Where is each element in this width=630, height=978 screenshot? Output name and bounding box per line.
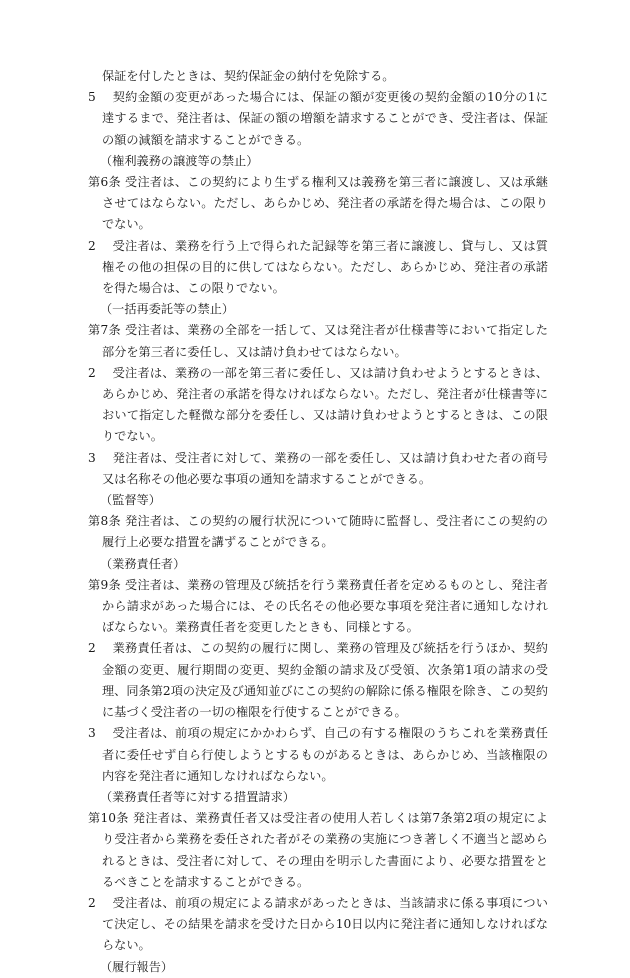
article-7: 第7条 受注者は、業務の全部を一括して、又は発注者が仕様書等において指定した部分を第三者に委任し、又は請け負わせてはならない。	[88, 323, 548, 359]
article-10-clause-2: 2 受注者は、前項の規定による請求があったときは、当該請求に係る事項について決定し、その結果を請求を受けた日から10日以内に発注者に通知しなければならない。	[88, 895, 548, 953]
article-caption: （業務責任者）	[100, 556, 186, 571]
article-caption: （履行報告）	[100, 959, 174, 974]
article-6: 第6条 受注者は、この契約により生ずる権利又は義務を第三者に譲渡し、又は承継させてはならない。ただし、あらかじめ、発注者の承諾を得た場合は、この限りでない。	[88, 175, 548, 232]
article-8: 第8条 発注者は、この契約の履行状況について随時に監督し、受注者にこの契約の履行上必要な措置を講ずることができる。	[88, 514, 548, 550]
document-page	[88, 66, 548, 978]
article-9-clause-3: 3 受注者は、前項の規定にかかわらず、自己の有する権限のうちこれを業務責任者に委任せず自ら行使しようとするものがあるときは、あらかじめ、当該権限の内容を発注者に通知しなければならない。	[88, 726, 548, 783]
article-caption: （業務責任者等に対する措置請求）	[100, 789, 295, 804]
article-9: 第9条 受注者は、業務の管理及び統括を行う業務責任者を定めるものとし、発注者から請求があった場合には、その氏名その他必要な事項を発注者に通知しなければならない。業務責任者を変更したときも、同様とする。	[88, 577, 548, 635]
article-7-clause-3: 3 発注者は、受注者に対して、業務の一部を委任し、又は請け負わせた者の商号又は名称その他必要な事項の通知を請求することができる。	[88, 450, 548, 486]
paragraph-continuation: 保証を付したときは、契約保証金の納付を免除する。	[102, 69, 395, 83]
article-7-clause-2: 2 受注者は、業務の一部を第三者に委任し、又は請け負わせようとするときは、あらかじめ、発注者の承諾を得なければならない。ただし、発注者が仕様書等において指定した軽微な部分を委任し、又は請け負わせようとするときは、この限りでない。	[88, 365, 548, 444]
article-10: 第10条 発注者は、業務責任者又は受注者の使用人若しくは第7条第2項の規定により受注者から業務を委任された者がその業務の実施につき著しく不適当と認められるときは、受注者に対して、その理由を明示した書面により、必要な措置をとるべきことを請求することができる。	[88, 811, 548, 889]
article-6-clause-2: 2 受注者は、業務を行う上で得られた記録等を第三者に譲渡し、貸与し、又は質権その他の担保の目的に供してはならない。ただし、あらかじめ、発注者の承諾を得た場合は、この限りでない。	[88, 238, 548, 296]
article-caption: （権利義務の譲渡等の禁止）	[100, 153, 259, 168]
clause-5: 5 契約金額の変更があった場合には、保証の額が変更後の契約金額の10分の1に達するまで、発注者は、保証の額の増額を請求することができ、受注者は、保証の額の減額を請求することができる。	[88, 90, 548, 147]
article-caption: （監督等）	[100, 493, 161, 508]
article-9-clause-2: 2 業務責任者は、この契約の履行に関し、業務の管理及び統括を行うほか、契約金額の変更、履行期間の変更、契約金額の請求及び受領、次条第1項の請求の受理、同条第2項の決定及び通知並びにこの契約の解除に係る権限を除き、この契約に基づく受注者の一切の権限を行使することができる。	[88, 641, 549, 720]
article-caption: （一括再委託等の禁止）	[100, 302, 235, 317]
